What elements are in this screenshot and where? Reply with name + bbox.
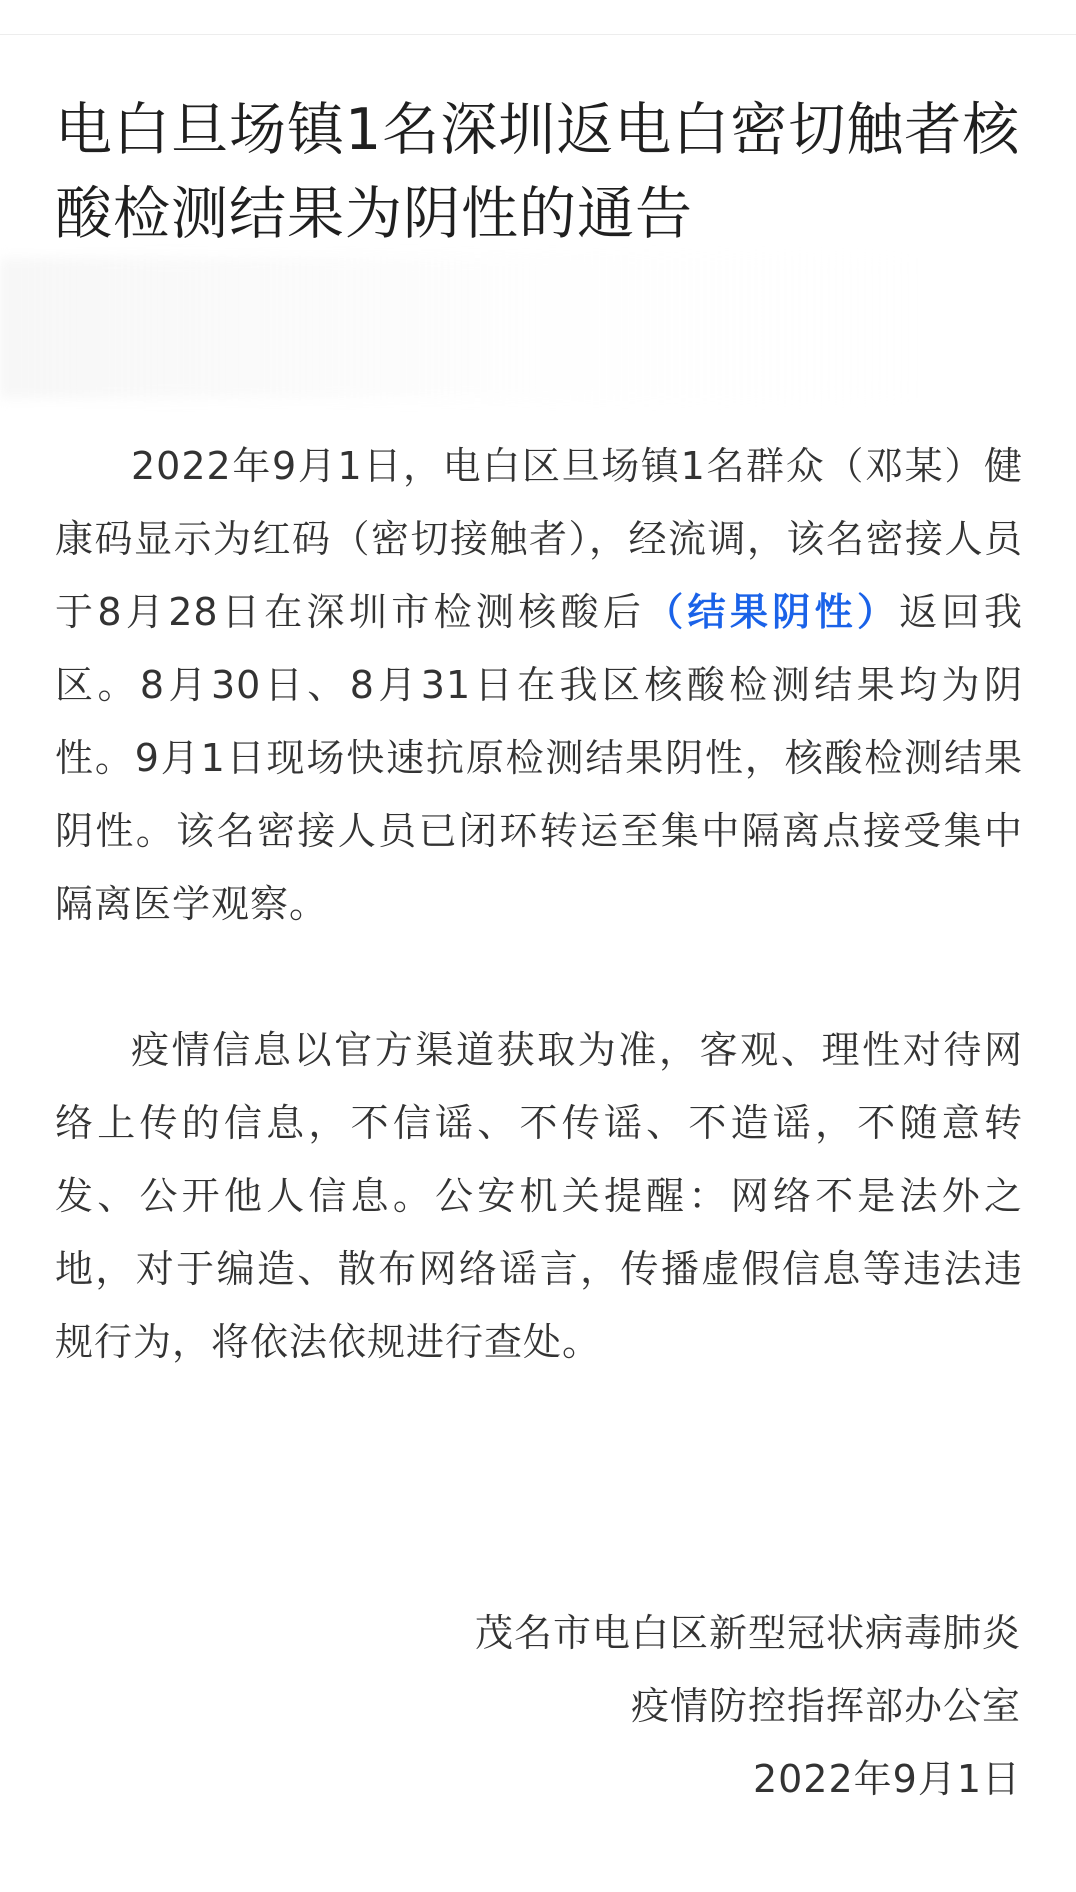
- paragraph-1-text-before: 2022年9月1日，电白区旦场镇1名群众（邓某）健康码显示为红码（密切接触者），经流调，该名密接人员于8月28日在深圳市检测核酸后: [55, 444, 1023, 634]
- article-title: 电白旦场镇1名深圳返电白密切触者核酸检测结果为阴性的通告: [55, 97, 1021, 247]
- paragraph-2: 疫情信息以官方渠道获取为准，客观、理性对待网络上传的信息，不信谣、不传谣、不造谣，不随意转发、公开他人信息。公安机关提醒：网络不是法外之地，对于编造、散布网络谣言，传播虚假信息等违法违规行为，将依法依规进行查处。: [55, 1028, 1023, 1364]
- paragraph-1-highlight: （结果阴性）: [645, 590, 900, 634]
- signature-org-line-1: 茂名市电白区新型冠状病毒肺炎: [474, 1611, 1021, 1655]
- signature-org-line-2: 疫情防控指挥部办公室: [630, 1684, 1021, 1728]
- blurred-region: [0, 258, 920, 398]
- article-header: [55, 88, 1021, 256]
- paragraph-1-text-after: 返回我区。8月30日、8月31日在我区核酸检测结果均为阴性。9月1日现场快速抗原检测结果阴性，核酸检测结果阴性。该名密接人员已闭环转运至集中隔离点接受集中隔离医学观察。: [55, 590, 1023, 926]
- top-bar: [0, 0, 1076, 35]
- paragraph-1: [55, 430, 1023, 941]
- signature-date: 2022年9月1日: [752, 1757, 1021, 1801]
- signature-block: [475, 1597, 1021, 1816]
